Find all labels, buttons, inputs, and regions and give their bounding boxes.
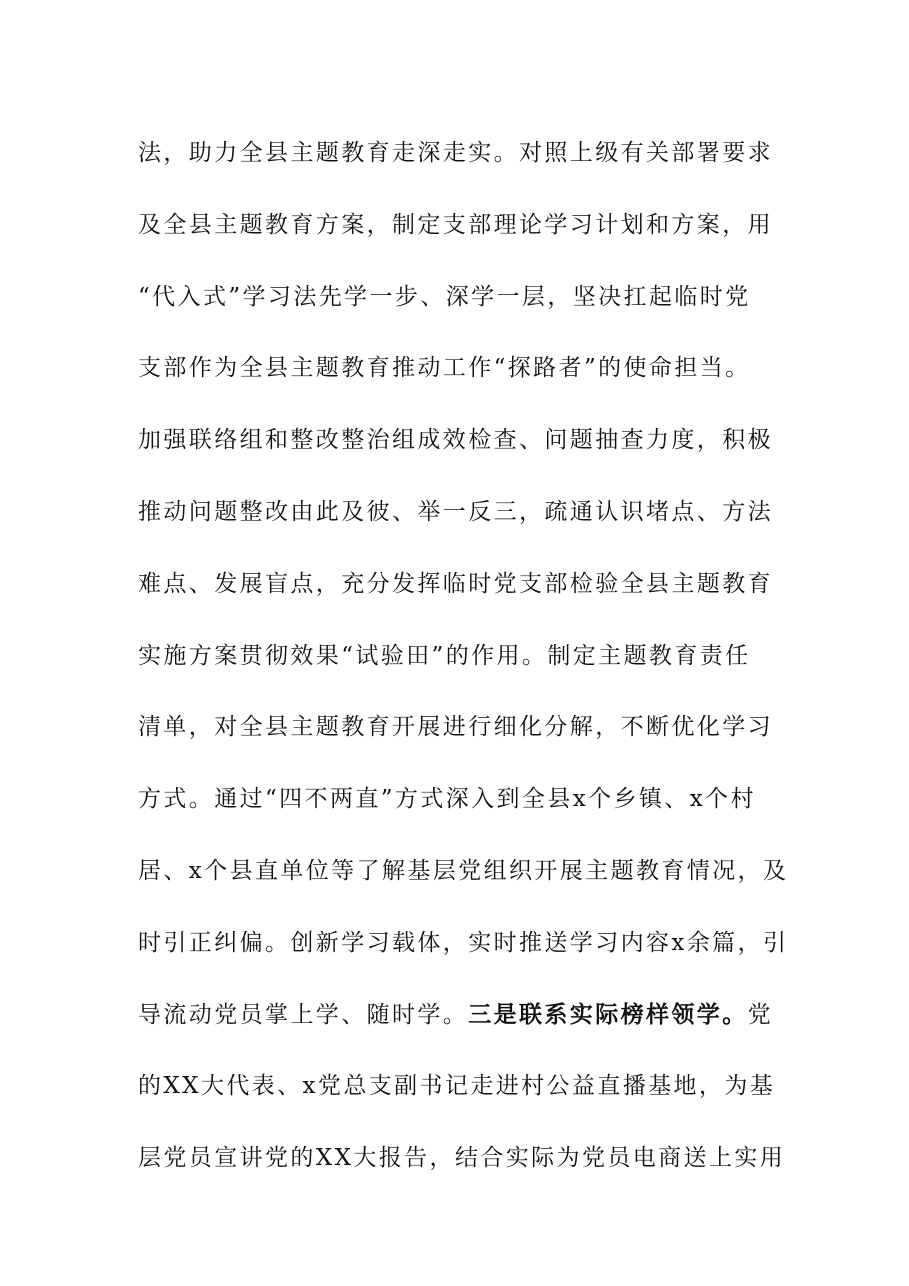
text-line: 及全县主题教育方案，制定支部理论学习计划和方案，用: [138, 211, 773, 238]
text-line: 法，助力全县主题教育走深走实。对照上级有关部署要求: [138, 140, 773, 166]
text-segment: 党: [747, 1001, 774, 1028]
text-line: “代入式”学习法先学一步、深学一层，坚决扛起临时党: [138, 283, 751, 310]
text-line: 难点、发展盲点，充分发挥临时党支部检验全县主题教育: [138, 570, 773, 597]
text-line: 实施方案贯彻效果“试验田”的作用。制定主题教育责任: [138, 642, 751, 669]
text-line: 方式。通过“四不两直”方式深入到全县x个乡镇、x个村: [138, 786, 756, 813]
text-line: 层党员宣讲党的XX大报告，结合实际为党员电商送上实用: [138, 1145, 786, 1172]
text-line-with-bold: [138, 980, 778, 1052]
text-segment: 导流动党员掌上学、随时学。: [138, 1001, 469, 1028]
bold-heading: 三是联系实际榜样领学。: [468, 1001, 748, 1028]
text-line: 加强联络组和整改整治组成效检查、问题抽查力度，积极: [138, 427, 773, 454]
text-line: 支部作为全县主题教育推动工作“探路者”的使命担当。: [138, 355, 751, 382]
text-line: 时引正纠偏。创新学习载体，实时推送学习内容x余篇，引: [138, 929, 789, 956]
text-line: 推动问题整改由此及彼、举一反三，疏通认识堵点、方法: [138, 498, 773, 525]
body-text: [138, 118, 789, 1195]
text-line: 居、x个县直单位等了解基层党组织开展主题教育情况，及: [138, 857, 789, 884]
text-line: 清单，对全县主题教育开展进行细化分解，不断优化学习: [138, 714, 773, 741]
text-line: 的XX大代表、x党总支副书记走进村公益直播基地，为基: [138, 1073, 776, 1100]
